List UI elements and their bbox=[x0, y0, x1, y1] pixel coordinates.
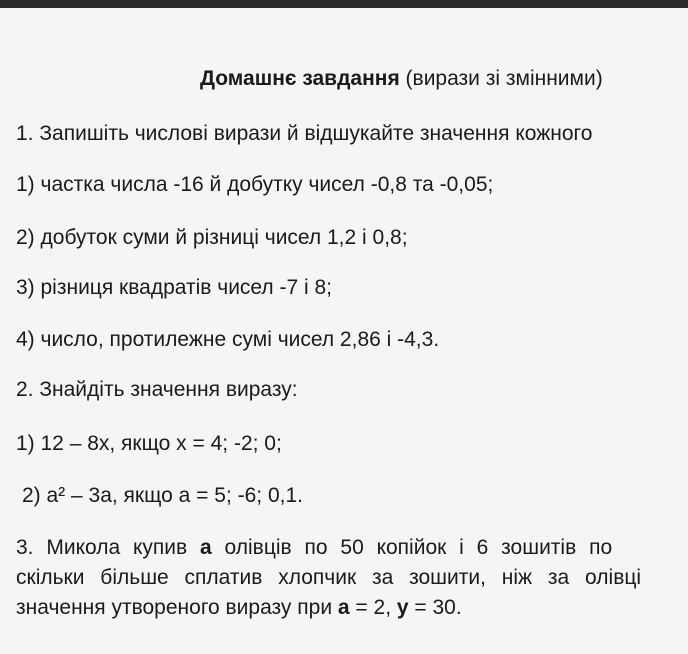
task3-line3-c: = 30. bbox=[408, 596, 462, 619]
task1-item-4: 4) число, протилежне сумі чисел 2,86 і -4,3. bbox=[16, 328, 440, 351]
task2-item-1: 1) 12 – 8x, якщо x = 4; -2; 0; bbox=[16, 432, 282, 455]
task3-line3-b: = 2, bbox=[349, 596, 397, 619]
page-title bbox=[200, 67, 603, 91]
task3-var-a: a bbox=[200, 536, 212, 559]
task1-heading: 1. Запишіть числові вирази й відшукайте значення кожного bbox=[16, 122, 593, 145]
title-bold: Домашнє завдання bbox=[200, 67, 400, 90]
task1-item-1: 1) частка числа -16 й добутку чисел -0,8 та -0,05; bbox=[16, 173, 494, 196]
task3-line1-a: 3. Микола купив bbox=[16, 536, 200, 559]
task3-var-a2: a bbox=[337, 596, 350, 619]
task3-line-2: скільки більше сплатив хлопчик за зошити, ніж за олівці bbox=[16, 566, 642, 589]
task3-line1-b: олівців по 50 копійок і 6 зошитів по bbox=[211, 536, 613, 559]
task2-heading: 2. Знайдіть значення виразу: bbox=[16, 378, 298, 401]
task1-item-2: 2) добуток суми й різниці чисел 1,2 і 0,8; bbox=[16, 226, 408, 249]
top-bar bbox=[0, 0, 688, 8]
title-rest: (вирази зі змінними) bbox=[399, 67, 603, 90]
task3-line3-a: значення утвореного виразу при bbox=[16, 596, 338, 619]
task3-var-y: y bbox=[396, 596, 409, 619]
task1-item-3: 3) різниця квадратів чисел -7 і 8; bbox=[16, 276, 333, 299]
task3-line-3 bbox=[16, 596, 462, 620]
task2-item-2: 2) a² – 3a, якщо a = 5; -6; 0,1. bbox=[22, 484, 303, 507]
task3-line-1 bbox=[16, 536, 612, 560]
